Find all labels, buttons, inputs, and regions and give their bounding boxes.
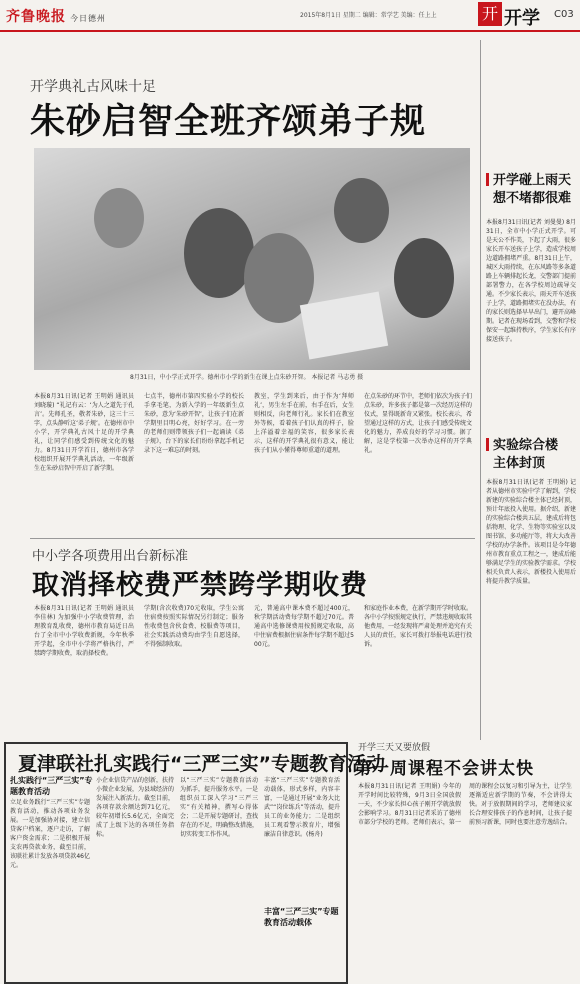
course-headline: 第一周课程不会讲太快 [354,759,534,779]
advertorial-headline: 夏津联社扎实践行“三严三实”专题教育活动 [18,753,385,775]
advertorial-subhead-1: 扎实践行“三严三实”专题教育活动 [10,776,93,796]
fees-col-1: 本报8月31日讯(记者 王明娟 通讯员 李佳林) 为加强中小学收费管理，治理教育乱收费，德州市教育局近日出台了全市中小学收费新规，今年秋季开学起，全市中小学将严格执行，严禁跨学期收费，取消择校费。 [34,605,134,657]
newspaper-logo: 齐鲁晚报 今日德州 [6,9,106,25]
column-divider [480,40,481,740]
masthead [0,0,580,32]
advertorial-col-3: 以“三严三实”专题教育活动为抓手，提升服务水平。一是组织员工深入学习“三严三实”有关精神，撰写心得体会；二是开展专题研讨，查找存在的不足，明确整改措施，切实转变工作作风。 [180,777,258,838]
advertorial-col-4: 丰富“三严三实”专题教育活动载体，形式多样，内容丰富，一是通过开展“业务大比武”“岗位练兵”等活动，提升员工的业务能力；二是组织员工观看警示教育片，增强廉洁自律意识。(杨舟) [264,777,340,838]
advertorial-subhead-2: 丰富“三严三实”专题教育活动载体 [264,907,339,927]
lab-building-body: 本报8月31日讯(记者 王明娟) 记者从德州市实验中学了解到，学校新建的实验综合楼主体已经封顶，预计年底投入使用。据介绍，新建的实验综合楼共五层，建成后将包括物理、化学、生物等实验室以及图书馆、多功能厅等，将大大改善学校的办学条件。该项目是今年德州市教育重点工程之一，建成后能够满足学生的实验教学需求。学校相关负责人表示，新楼投入使用后将提升教学质量。 [486,479,576,585]
section-name: 开学 [504,8,540,29]
lead-headline: 朱砂启智全班齐颂弟子规 [30,102,427,142]
rain-body: 本报8月31日讯(记者 刘曼曼) 8月31日，全市中小学正式开学。可是天公不作美，下起了大雨，很多家长开车送孩子上学，造成学校周边道路拥堵严重。8月31日上午，城区大雨持续，在东风路等多条道路上车辆排起长龙，交警部门提前部署警力，在各学校周边疏导交通。不少家长表示，雨天开车送孩子上学，道路拥堵实在没办法，有的家长则选择早早出门，避开高峰期。记者在现场看到，交警和学校保安一起维持秩序，学生家长有序接送孩子。 [486,219,576,343]
lead-col-1: 本报8月31日讯(记者 王明娟 通讯员 刘晓璇) “礼记有云：‘为人之道先于孔言’。先师孔圣，敬者朱砂，这三十三字，点头静听这‘弟子规’。在德州市中小学，开学典礼古风十足的开学典礼，让同学们感受到传统文化的魅力。8月31日开学首日，德州市各学校组织开展开学典礼活动，一年级新生在朱砂启智中开启了新学期。 [34,393,134,472]
fees-headline: 取消择校费严禁跨学期收费 [32,570,368,601]
lead-col-3: 教室，学生到来后，由于作为‘拜师礼’，男生左手在前，右手在后，女生则相反，向老师行礼。家长们在教室外等候，看着孩子们认真的样子，脸上洋溢着幸福的笑容，很多家长表示，这样的开学典礼很有意义，能让孩子们从小懂得尊师重道的道理。 [254,393,354,454]
course-kicker: 开学三天又要放假 [358,743,431,753]
lab-building-headline: 实验综合楼 主体封顶 [486,437,558,473]
fees-col-2: 学期(含次收费)70元收取，学生公寓住宿费按照实际情况另行制定；服务性收费包含伙食费、校服费等项目，社会实践活动费均由学生自愿选择，不得强制收取。 [144,605,244,648]
photo-caption: 8月31日，中小学正式开学。德州市小学的新生在课上点朱砂开智。 本报记者 马志勇 摄 [130,374,364,381]
fees-kicker: 中小学各项费用出台新标准 [32,549,189,564]
page-number: C03 [554,9,574,20]
lead-photo [34,148,470,370]
advertorial-col-2: 小企业信贷产品的创新，扶持小微企业发展，为县域经济的发展注入新活力。截至目前，各项存款余额达到71亿元，较年初增长5.6亿元，全面完成了上级下达的各项任务指标。 [96,777,174,838]
course-body: 本报8月31日讯(记者 王明娟) 今年的开学时间比较特殊，9月3日全国放假一天，不少家长担心孩子刚开学就放假会影响学习。8月31日记者采访了德州市部分学校的老师。老师们表示，第一周的课程会以复习和引导为主，让学生逐渐适应新学期的节奏，不会讲得太快。对于放假期间的学习，老师建议家长合理安排孩子的作息时间，让孩子提前预习新课，同时也要注意劳逸结合。 [358,783,572,826]
lead-col-4: 在点朱砂的环节中，老师们依次为孩子们点朱砂，许多孩子都是第一次经历这样的仪式，显得既新奇又紧张。校长表示，希望通过这样的方式，让孩子们感受传统文化的魅力，养成良好的学习习惯。据了解，这是学校第一次举办这样的开学典礼。 [364,393,472,454]
divider [30,538,475,539]
advertorial-col-1: 立足业务践行“三严三实”专题教育活动，推动各项业务发展。一是加强协对接，建立信贷客户档案，逐户走访，了解客户资金需求；二是积极开展支农再贷款业务，截至目前，该联社累计发放各项贷款46亿元。 [10,799,90,869]
edition-label: 今日德州 [70,14,106,23]
section-icon: 开 [478,2,502,26]
fees-col-4: 和家庭作业本费，在新学期开学时收取。各中小学按照规定执行，严禁违规收取其他费用，一经发现将严肃处理并追究有关人员的责任，家长可拨打举报电话进行投诉。 [364,605,472,648]
lead-col-2: 七点半，德州市第四实验小学的校长手拿毛笔，为新入学的一年级新生点朱砂，意为‘朱砂开智’，让孩子们在新学期里目明心亮，好好学习。在一旁的老师们则带领孩子们一起诵读《弟子规》，台下的家长们纷纷拿起手机记录下这一难忘的时刻。 [144,393,244,454]
lead-kicker: 开学典礼古风味十足 [30,79,156,95]
rain-headline: 开学碰上雨天 想不堵都很难 [486,172,571,208]
fees-col-3: 元，普通高中课本费不超过400元，秋学期活动费每学期不超过70元。普通高中选修课费用按照规定收取，高中住宿费根据住宿条件每学期不超过500元。 [254,605,354,648]
issue-meta: 2015年8月1日 星期二 编辑：常学艺 美编：任上上 [300,12,437,19]
